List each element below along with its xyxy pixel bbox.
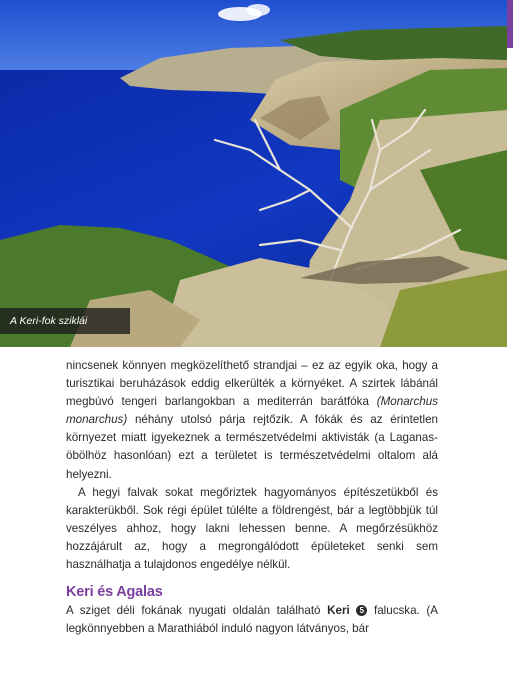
- chapter-color-tab: [507, 0, 513, 48]
- paragraph-1-text-a: nincsenek könnyen megközelíthető strandjai – ez az egyik oka, hogy a turisztikai beruházások eddig elkerülték a környéket. A szirtek lábánál megbúvó tengeri barlangokban a mediterrán barátfóka: [66, 359, 438, 409]
- paragraph-3: [66, 602, 438, 638]
- latin-name: (Monarchus monarchus): [66, 395, 438, 427]
- map-marker-icon: 5: [356, 605, 367, 616]
- paragraph-1-text-b: néhány utolsó párja rejtőzik. A fókák és az érintetlen környezet miatt igyekeznek a természetvédelmi aktivisták (a Laganas-öbölhöz hasonlóan) ezt a területet is természetvédelmi oltalom alá helyezni.: [66, 413, 438, 481]
- keri-cliffs-illustration: [0, 0, 507, 347]
- paragraph-3-text-b: falucska. (A legkönnyebben a Marathiából induló nagyon látványos, bár: [66, 604, 438, 636]
- photo-caption: A Keri-fok sziklái: [0, 308, 130, 334]
- paragraph-2: A hegyi falvak sokat megőriztek hagyományos építészetükből és karakterükből. Sok régi épület túlélte a földrengést, bár a legtöbbjük túl veszélyes ahhoz, hogy lakni lehessen benne. A megőrzésükhöz hozzájárult az, hogy a megrongálódott épületeket senki sem használhatja a tulajdonos engedélye nélkül.: [66, 485, 438, 572]
- place-name: Keri: [327, 604, 350, 618]
- paragraph-3-text-a: A sziget déli fokának nyugati oldalán található: [66, 604, 328, 618]
- section-heading: Keri és Agalas: [66, 584, 163, 601]
- article-body: [66, 357, 438, 638]
- paragraph-1: [66, 357, 438, 484]
- landscape-photo: [0, 0, 507, 347]
